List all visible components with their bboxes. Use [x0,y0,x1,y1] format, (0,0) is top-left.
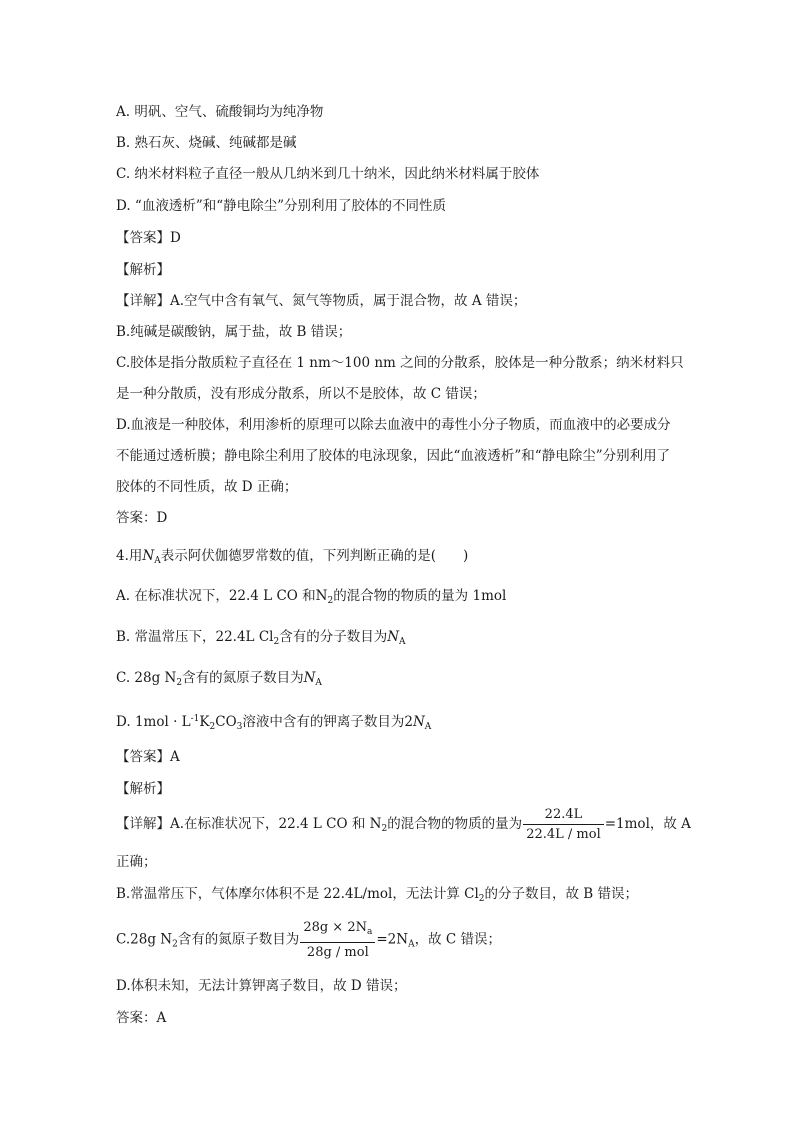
fraction-numerator: $28g \times 2N_a$ [300,919,375,943]
q4-detail-a [116,805,691,848]
unit-superscript: -1 [190,714,200,724]
q4-detail-c-equals: =2N [376,931,409,948]
q3-option-b: B. 熟石灰、烧碱、纯碱都是碱 [116,135,297,151]
n2-symbol: N [164,670,177,686]
n2-subscript: 2 [327,596,334,606]
q4-detail-c-text: 含有的氮原子数目为 [177,931,300,948]
coefficient: 2 [404,714,413,730]
q4-detail-c [116,919,686,964]
q3-final-answer: 答案：D [116,510,168,526]
molar-fraction [523,806,604,843]
q4-detail-a-line2: 正确； [116,854,157,870]
n2-subscript: 2 [176,678,183,688]
q4-option-c-text: 含有的氮原子数目为 [182,670,304,686]
q4-option-b [116,627,686,652]
q3-detail-c-line2: 是一种分散质，没有形成分散系，所以不是胶体，故 C 错误； [116,386,486,402]
q4-option-a [116,586,686,611]
na-subscript: A [424,722,432,732]
na-symbol: N [303,670,316,686]
concentration-unit: 1mol · L [134,714,191,730]
q4-detail-a-result: =1mol，故 A [604,816,691,832]
q4-stem [116,546,686,571]
q4-detail-a-text: 的混合物的物质的量为 [387,816,523,832]
n2-symbol: N [315,588,328,604]
n2-subscript: 2 [381,824,388,834]
k-subscript: 2 [209,722,216,732]
q4-answer-tag: 【答案】A [116,749,180,765]
q3-detail-d-line1: D.血液是一种胶体，利用渗析的原理可以除去血液中的毒性小分子物质，而血液中的必要成分 [116,417,671,433]
q4-detail-d: D.体积未知，无法计算钾离子数目，故 D 错误； [116,978,407,994]
na-subscript: A [399,637,406,647]
q4-option-d-prefix: D. [116,714,135,730]
q3-detail-d-line3: 胶体的不同性质，故 D 正确； [116,479,298,495]
cl2-symbol: Cl [258,629,274,645]
na-subscript: A [315,678,322,688]
q4-detail-b-text: 的分子数目，故 B 错误； [484,886,639,902]
co-subscript: 3 [236,722,243,732]
k-symbol: K [199,714,210,730]
q4-analysis-tag: 【解析】 [116,781,170,797]
q4-option-b-text: 含有的分子数目为 [279,629,388,645]
na-symbol: N [387,629,400,645]
q3-option-c: C. 纳米材料粒子直径一般从几纳米到几十纳米，因此纳米材料属于胶体 [116,166,540,182]
na-symbol: N [142,548,155,564]
na-subscript: A [408,939,415,950]
q3-option-d: D. “血液透析”和“静电除尘”分别利用了胶体的不同性质 [116,198,447,214]
q4-detail-b-prefix: B.常温常压下，气体摩尔体积不是 22.4L/mol，无法计算 Cl [116,886,479,902]
na-symbol: N [412,714,425,730]
na-subscript: A [154,556,161,566]
atom-count-fraction [300,919,375,961]
q3-answer-tag: 【答案】D [116,230,181,246]
fraction-numerator: 22.4L [523,806,604,825]
q4-option-a-text: 的混合物的物质的量为 1mol [333,588,507,604]
n2-subscript: 2 [172,939,178,950]
q4-option-c-prefix: C. 28g [116,670,165,686]
q4-stem-prefix: 4.用 [116,548,143,564]
fraction-denominator: 22.4L / mol [526,827,601,842]
q4-option-d [116,709,686,737]
q3-option-a: A. 明矾、空气、硫酸铜均为纯净物 [116,104,324,120]
q3-detail-d-line2: 不能通过透析膜；静电除尘利用了胶体的电泳现象，因此“血液透析”和“静电除尘”分别利用了 [116,448,671,464]
cl2-subscript: 2 [478,894,485,904]
q3-detail-a: 【详解】A.空气中含有氧气、氮气等物质，属于混合物，故 A 错误； [116,293,527,309]
fraction-denominator: 28g / mol [306,945,369,960]
q4-detail-c-result: ，故 C 错误； [414,931,501,948]
q3-detail-b: B.纯碱是碳酸钠，属于盐，故 B 错误； [116,324,352,340]
q4-stem-text: 表示阿伏伽德罗常数的值，下列判断正确的是( ) [160,548,469,564]
cl2-subscript: 2 [273,637,280,647]
q4-option-d-text: 溶液中含有的钾离子数目为 [242,714,405,730]
q4-option-a-prefix: A. 在标准状况下，22.4 L CO 和 [116,588,316,604]
co-symbol: CO [215,714,237,730]
q4-option-c [116,668,686,693]
q4-detail-b [116,884,686,909]
q4-option-b-prefix: B. 常温常压下，22.4L [116,629,259,645]
q3-analysis-tag: 【解析】 [116,262,170,278]
q4-detail-c-prefix: C.28g N [116,931,173,948]
q3-detail-c-line1: C.胶体是指分散质粒子直径在 1 nm～100 nm 之间的分散系，胶体是一种分散系；纳米材料只 [116,355,684,371]
q4-detail-a-prefix: 【详解】A.在标准状况下，22.4 L CO 和 N [116,816,382,832]
q4-final-answer: 答案：A [116,1010,167,1026]
